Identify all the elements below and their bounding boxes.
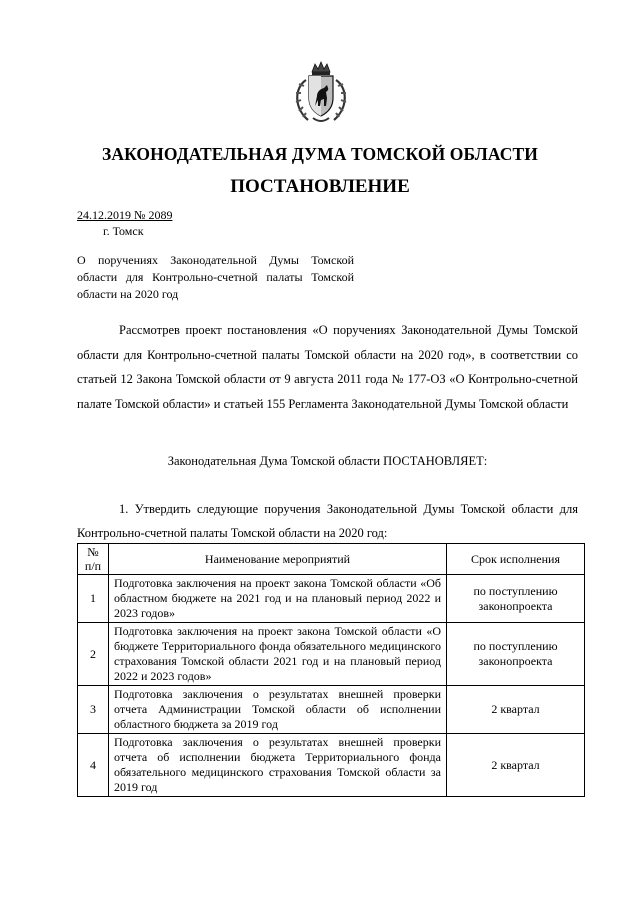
item-1-paragraph: 1. Утвердить следующие поручения Законодательной Думы Томской области для Контрольно-счетной палаты Томской области на 2020 год: (77, 502, 578, 540)
row-term: по поступлению законопроекта (447, 575, 585, 623)
row-num: 2 (78, 623, 109, 686)
table-row (78, 575, 585, 623)
header-num-bottom: п/п (84, 559, 102, 573)
organization-title: ЗАКОНОДАТЕЛЬНАЯ ДУМА ТОМСКОЙ ОБЛАСТИ (102, 144, 538, 164)
row-name: Подготовка заключения о результатах внешней проверки отчета об исполнении бюджета Территориального фонда обязательного медицинского страхования Томской области за 2019 год (109, 734, 447, 797)
assignments-table (77, 543, 585, 797)
row-term: по поступлению законопроекта (447, 623, 585, 686)
document-subject: О поручениях Законодательной Думы Томской области для Контрольно-счетной палаты Томской области на 2020 год (77, 253, 354, 301)
document-type: ПОСТАНОВЛЕНИЕ (230, 176, 410, 197)
table-row (78, 686, 585, 734)
header-num-top: № (87, 545, 99, 559)
row-term: 2 квартал (447, 734, 585, 797)
row-num: 4 (78, 734, 109, 797)
date-number: 24.12.2019 № 2089 (77, 208, 173, 222)
resolve-paragraph: Законодательная Дума Томской области ПОСТАНОВЛЯЕТ: (167, 454, 488, 468)
row-term: 2 квартал (447, 686, 585, 734)
row-name: Подготовка заключения на проект закона Томской области «Об областном бюджете на 2021 год и на плановый период 2022 и 2023 годов» (109, 575, 447, 623)
row-num: 1 (78, 575, 109, 623)
city: г. Томск (103, 224, 144, 238)
table-row (78, 623, 585, 686)
preamble-paragraph: Рассмотрев проект постановления «О поручениях Законодательной Думы Томской области для Контрольно-счетной палаты Томской области на 2020 год», в соответствии со статьей 12 Закона Томской области от 9 августа 2011 года № 177-ОЗ «О Контрольно-счетной палате Томской области» и статьей 155 Регламента Законодательной Думы Томской области (77, 323, 578, 411)
header-num (78, 544, 109, 575)
header-name: Наименование мероприятий (109, 544, 447, 575)
header-term: Срок исполнения (447, 544, 585, 575)
table-row (78, 734, 585, 797)
row-name: Подготовка заключения о результатах внешней проверки отчета Администрации Томской области об исполнении областного бюджета за 2019 год (109, 686, 447, 734)
coat-of-arms-emblem (286, 58, 356, 128)
row-num: 3 (78, 686, 109, 734)
table-header-row (78, 544, 585, 575)
row-name: Подготовка заключения на проект закона Томской области «О бюджете Территориального фонда обязательного медицинского страхования Томской области 2021 год и на плановый период 2022 и 2023 годов» (109, 623, 447, 686)
